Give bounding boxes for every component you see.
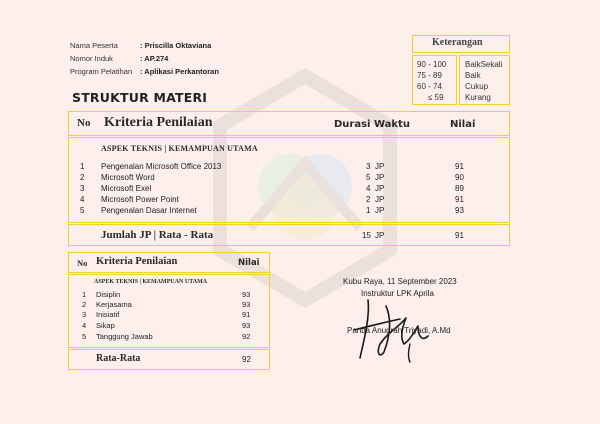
keterangan-desc-2: Baik [465,71,481,80]
main-row-unit: JP [375,184,385,193]
main-row-name: Pengenalan Microsoft Office 2013 [101,162,222,171]
main-total-jp: 15 [362,231,371,240]
main-row-jp: 1 [366,206,371,215]
main-row-no: 4 [80,195,85,204]
main-row-unit: JP [375,162,385,171]
main-row-jp: 4 [366,184,371,193]
soft-row-name: Tanggung Jawab [96,332,153,341]
main-total-label: Jumlah JP | Rata - Rata [101,229,214,241]
soft-header-no: No [77,258,88,268]
main-row-name: Microsoft Word [101,173,155,182]
keterangan-range-2: 75 - 89 [417,71,442,80]
main-row-no: 2 [80,173,85,182]
keterangan-range-1: 90 - 100 [417,60,447,69]
soft-average-label: Rata-Rata [96,353,141,364]
keterangan-desc-1: BaikSekali [465,60,503,69]
main-row-jp: 5 [366,173,371,182]
main-header-no: No [77,117,91,129]
main-row-score: 91 [455,195,464,204]
main-header-criteria: Kriteria Penilaian [104,115,213,130]
soft-aspect-heading: ASPEK TEKNIS | KEMAMPUAN UTAMA [94,279,208,285]
soft-row-no: 5 [82,332,87,341]
page-title: STRUKTUR MATERI [72,90,208,105]
info-label-name: Nama Peserta [70,41,118,50]
info-label-program: Program Pelatihan [70,67,133,76]
soft-row-score: 93 [242,300,251,309]
main-row-score: 93 [455,206,464,215]
soft-row-name: Sikap [96,321,115,330]
keterangan-range-4: ≤ 59 [428,93,444,102]
info-value-name: : Priscilla Oktaviana [140,41,212,50]
main-aspect-heading: ASPEK TEKNIS | KEMAMPUAN UTAMA [101,144,258,153]
main-row-jp: 3 [366,162,371,171]
soft-row-no: 2 [82,300,87,309]
main-row-no: 5 [80,206,85,215]
info-value-program: : Aplikasi Perkantoran [140,67,219,76]
soft-row-name: Disiplin [96,290,121,299]
signature-name: Panda Anugrah Triyadi, A.Md [347,326,451,335]
main-row-name: Microsoft Power Point [101,195,179,204]
soft-header-criteria: Kriteria Penilaian [96,256,178,267]
info-value-id: : AP.274 [140,54,169,63]
soft-row-name: Kerjasama [96,300,132,309]
main-row-no: 1 [80,162,85,171]
keterangan-range-3: 60 - 74 [417,82,442,91]
main-total-unit: JP [375,231,385,240]
keterangan-title: Keterangan [432,37,483,48]
keterangan-desc-3: Cukup [465,82,489,91]
soft-row-score: 93 [242,321,251,330]
soft-header-score: Nilai [238,258,260,268]
soft-row-no: 4 [82,321,87,330]
soft-row-score: 91 [242,310,251,319]
soft-row-score: 93 [242,290,251,299]
main-row-score: 89 [455,184,464,193]
main-row-unit: JP [375,195,385,204]
soft-row-name: Inisiatif [96,310,120,319]
main-total-score: 91 [455,231,464,240]
soft-row-no: 3 [82,310,87,319]
main-row-no: 3 [80,184,85,193]
main-row-score: 90 [455,173,464,182]
soft-average-score: 92 [242,355,251,364]
signature-role: Instruktur LPK Aprila [361,289,434,298]
main-row-jp: 2 [366,195,371,204]
main-row-score: 91 [455,162,464,171]
keterangan-desc-4: Kurang [465,93,491,102]
main-header-score: Nilai [450,119,476,130]
main-header-duration: Durasi Waktu [334,119,410,130]
soft-row-score: 92 [242,332,251,341]
main-row-name: Pengenalan Dasar Internet [101,206,197,215]
soft-row-no: 1 [82,290,87,299]
signature-place-date: Kubu Raya, 11 September 2023 [343,277,457,286]
main-row-name: Microsoft Exel [101,184,152,193]
main-row-unit: JP [375,173,385,182]
main-row-unit: JP [375,206,385,215]
info-label-id: Nomor Induk [70,54,113,63]
